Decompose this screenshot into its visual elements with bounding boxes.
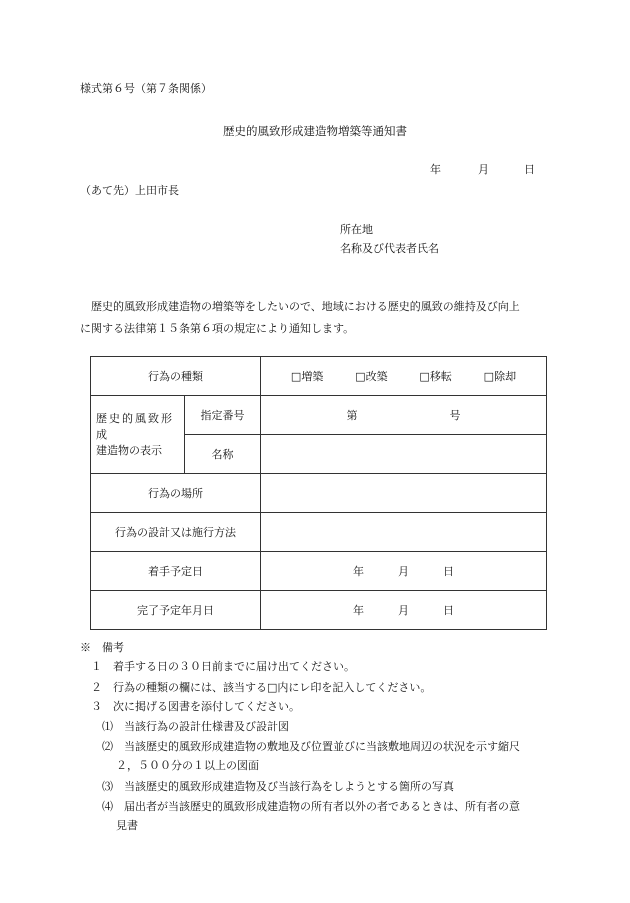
location-field[interactable] (261, 474, 547, 513)
designation-number-prefix: 第 (346, 409, 358, 422)
note-sub-1: ⑴ 当該行為の設計仕様書及び設計図 (102, 720, 289, 733)
notes-heading: ※ 備考 (80, 641, 124, 654)
start-date-day: 日 (443, 565, 454, 578)
act-type-row (91, 357, 547, 396)
location-row (91, 474, 547, 513)
design-method-label: 行為の設計又は施行方法 (91, 513, 261, 552)
name-label: 名称 (185, 435, 261, 474)
completion-date-row (91, 591, 547, 630)
notification-table (90, 356, 547, 630)
start-date-label: 着手予定日 (91, 552, 261, 591)
name-field[interactable] (261, 435, 547, 474)
start-date-month: 月 (398, 565, 409, 578)
building-display-label-line2: 成 (96, 427, 107, 441)
designation-number-suffix: 号 (449, 409, 461, 422)
addressee: （あて先）上田市長 (80, 184, 179, 197)
applicant-name-label: 名称及び代表者氏名 (340, 242, 439, 255)
designation-number-field[interactable] (261, 396, 547, 435)
option-extension-checkbox[interactable]: □増築 (290, 370, 324, 383)
building-display-label (91, 396, 185, 474)
date-month-label: 月 (478, 163, 489, 176)
date-day-label: 日 (524, 163, 535, 176)
designation-number-label: 指定番号 (185, 396, 261, 435)
completion-date-month: 月 (398, 604, 409, 617)
location-label: 行為の場所 (91, 474, 261, 513)
note-sub-4-line1: ⑷ 届出者が当該歴史的風致形成建造物の所有者以外の者であるときは、所有者の意 (102, 800, 520, 813)
completion-date-day: 日 (443, 604, 454, 617)
completion-date-field[interactable] (261, 591, 547, 630)
applicant-address-label: 所在地 (340, 223, 373, 236)
completion-date-year: 年 (353, 604, 364, 617)
option-renovation-checkbox[interactable]: □改築 (355, 370, 388, 383)
designation-row (91, 396, 547, 435)
building-display-label-line1: 歴史的風致形 (96, 411, 174, 425)
note-item-1: １ 着手する日の３０日前までに届け出てください。 (91, 660, 355, 673)
option-relocation-checkbox[interactable]: □移転 (419, 370, 452, 383)
note-sub-4-line2: 見書 (116, 819, 138, 832)
design-method-row (91, 513, 547, 552)
form-number: 様式第６号（第７条関係） (80, 82, 212, 95)
building-display-label-line3: 建造物の表示 (96, 443, 162, 457)
start-date-year: 年 (353, 565, 364, 578)
act-type-options (261, 357, 547, 396)
start-date-field[interactable] (261, 552, 547, 591)
page-title: 歴史的風致形成建造物増築等通知書 (223, 124, 407, 138)
design-method-field[interactable] (261, 513, 547, 552)
intro-line-2: に関する法律第１５条第６項の規定により通知します。 (80, 322, 355, 335)
act-type-label: 行為の種類 (91, 357, 261, 396)
note-sub-2-line1: ⑵ 当該歴史的風致形成建造物の敷地及び位置並びに当該敷地周辺の状況を示す縮尺 (102, 740, 520, 753)
note-item-3: ３ 次に掲げる図書を添付してください。 (91, 700, 300, 713)
note-item-2: ２ 行為の種類の欄には、該当する□内にレ印を記入してください。 (91, 681, 432, 694)
note-sub-3: ⑶ 当該歴史的風致形成建造物及び当該行為をしようとする箇所の写真 (102, 780, 454, 793)
option-removal-checkbox[interactable]: □除却 (483, 370, 517, 383)
intro-line-1: 歴史的風致形成建造物の増築等をしたいので、地域における歴史的風致の維持及び向上 (80, 300, 520, 313)
completion-date-label: 完了予定年月日 (91, 591, 261, 630)
intro-text (80, 296, 550, 340)
date-year-label: 年 (430, 163, 441, 176)
start-date-row (91, 552, 547, 591)
note-sub-2-line2: ２，５００分の１以上の図面 (116, 759, 259, 772)
